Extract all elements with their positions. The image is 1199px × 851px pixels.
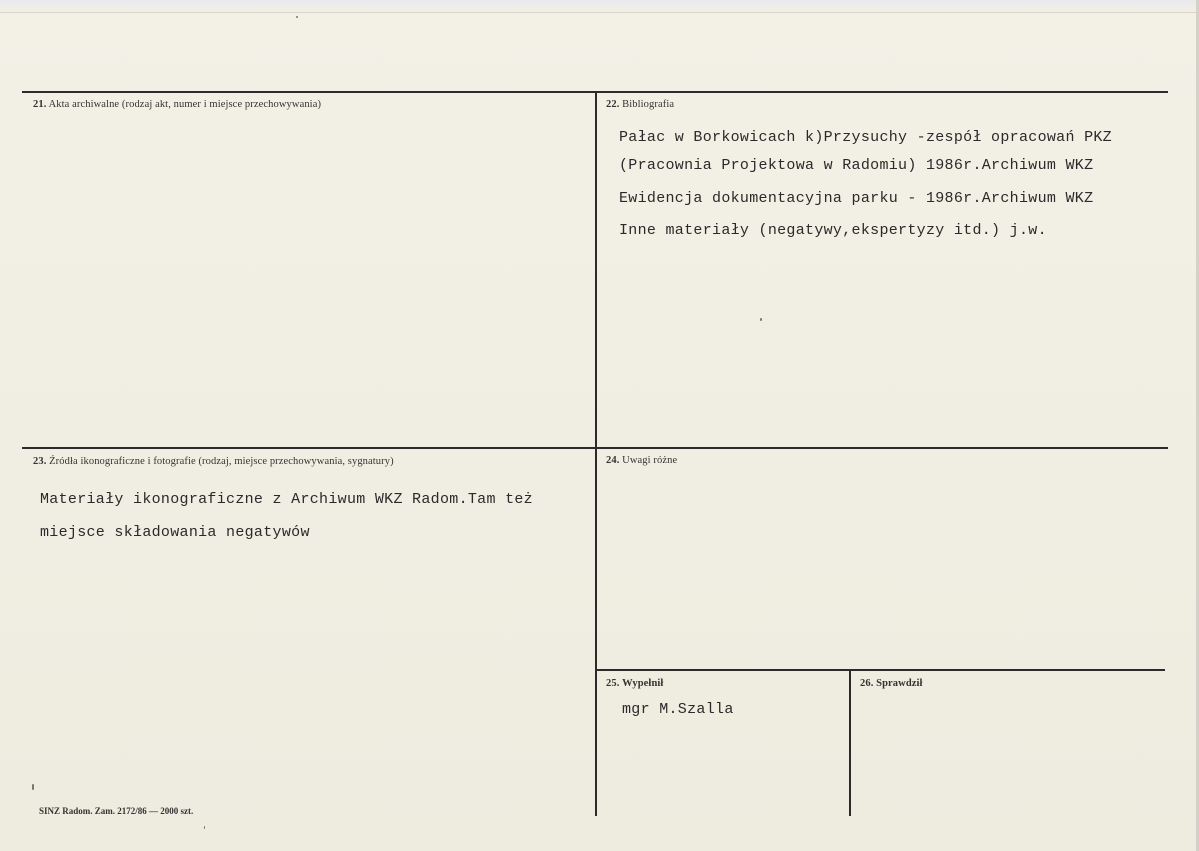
section-26-header <box>860 678 923 689</box>
section-22-number: 22. <box>606 99 620 110</box>
iconography-line-1: Materiały ikonograficzne z Archiwum WKZ Radom.Tam też <box>40 491 533 508</box>
section-26-label: Sprawdził <box>876 678 923 689</box>
iconography-line-2: miejsce składowania negatywów <box>40 524 310 541</box>
section-25-number: 25. <box>606 678 620 689</box>
section-23-number: 23. <box>33 456 47 467</box>
scan-speck <box>32 784 34 790</box>
section-22-label: Bibliografia <box>622 99 675 110</box>
bibliography-line-4: Inne materiały (negatywy,ekspertyzy itd.) j.w. <box>619 222 1047 239</box>
scan-speck <box>296 16 298 18</box>
section-26-number: 26. <box>860 678 874 689</box>
section-21-label: Akta archiwalne (rodzaj akt, numer i miejsce przechowywania) <box>48 99 322 110</box>
bibliography-line-1: Pałac w Borkowicach k)Przysuchy -zespół opracowań PKZ <box>619 129 1112 146</box>
scan-speck <box>760 318 762 321</box>
section-24-number: 24. <box>606 455 620 466</box>
signature-rule <box>597 669 1165 671</box>
section-22-header <box>606 99 674 110</box>
section-21-header <box>33 99 321 110</box>
signature-divider <box>849 669 851 816</box>
bibliography-line-2: (Pracownia Projektowa w Radomiu) 1986r.Archiwum WKZ <box>619 157 1094 174</box>
middle-rule <box>22 447 1168 449</box>
section-25-label: Wypełnił <box>622 678 664 689</box>
section-24-header <box>606 455 677 466</box>
section-25-header <box>606 678 663 689</box>
section-23-header <box>33 456 394 467</box>
center-divider <box>595 91 597 816</box>
section-21-number: 21. <box>33 99 47 110</box>
printer-imprint: SINZ Radom. Zam. 2172/86 — 2000 szt. <box>39 806 194 816</box>
scan-top-edge <box>0 0 1199 13</box>
scan-speck <box>204 826 205 829</box>
bibliography-line-3: Ewidencja dokumentacyjna parku - 1986r.Archiwum WKZ <box>619 190 1094 207</box>
filled-by-value: mgr M.Szalla <box>622 701 734 718</box>
section-24-label: Uwagi różne <box>622 455 678 466</box>
section-23-label: Źródła ikonograficzne i fotografie (rodzaj, miejsce przechowywania, sygnatury) <box>49 456 394 467</box>
